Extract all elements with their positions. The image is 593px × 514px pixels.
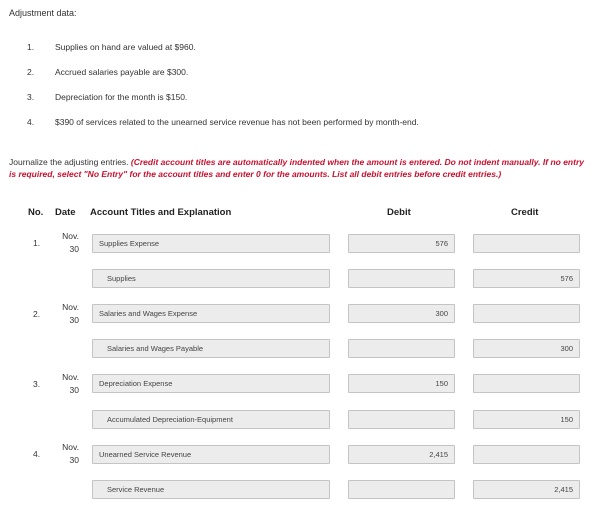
debit-amount-input[interactable] <box>348 269 455 288</box>
date-day: 30 <box>69 385 79 395</box>
entry-number: 2. <box>33 309 41 319</box>
credit-amount-input[interactable]: 300 <box>473 339 580 358</box>
entry-number: 3. <box>33 379 41 389</box>
entry-date <box>53 371 79 397</box>
date-month: Nov. <box>62 231 79 241</box>
header-account: Account Titles and Explanation <box>90 207 232 218</box>
account-title-input[interactable]: Unearned Service Revenue <box>92 445 330 464</box>
adjustment-item-number: 3. <box>27 92 35 102</box>
entry-date <box>53 230 79 256</box>
credit-amount-input[interactable]: 576 <box>473 269 580 288</box>
header-credit: Credit <box>511 207 539 218</box>
instructions-lead: Journalize the adjusting entries. <box>9 157 131 167</box>
adjustment-data-title: Adjustment data: <box>9 8 77 18</box>
debit-amount-input[interactable]: 150 <box>348 374 455 393</box>
adjustment-item-text: $390 of services related to the unearned service revenue has not been performed by month-end. <box>55 117 419 127</box>
date-month: Nov. <box>62 372 79 382</box>
debit-amount-input[interactable] <box>348 339 455 358</box>
adjustment-item-text: Depreciation for the month is $150. <box>55 92 188 102</box>
entry-number: 4. <box>33 449 41 459</box>
adjustment-item-number: 1. <box>27 42 35 52</box>
header-no: No. <box>28 207 44 218</box>
date-month: Nov. <box>62 302 79 312</box>
date-day: 30 <box>69 244 79 254</box>
adjustment-item-text: Accrued salaries payable are $300. <box>55 67 189 77</box>
instructions <box>9 156 587 180</box>
header-date: Date <box>55 207 76 218</box>
entry-date <box>53 301 79 327</box>
account-title-input[interactable]: Salaries and Wages Expense <box>92 304 330 323</box>
adjustment-item-number: 4. <box>27 117 35 127</box>
debit-amount-input[interactable]: 576 <box>348 234 455 253</box>
adjustment-item-number: 2. <box>27 67 35 77</box>
account-title-input[interactable]: Depreciation Expense <box>92 374 330 393</box>
account-title-input[interactable]: Accumulated Depreciation-Equipment <box>92 410 330 429</box>
account-title-input[interactable]: Salaries and Wages Payable <box>92 339 330 358</box>
header-debit: Debit <box>387 207 411 218</box>
entry-number: 1. <box>33 238 41 248</box>
adjustment-item-text: Supplies on hand are valued at $960. <box>55 42 196 52</box>
credit-amount-input[interactable]: 2,415 <box>473 480 580 499</box>
date-day: 30 <box>69 455 79 465</box>
credit-amount-input[interactable]: 150 <box>473 410 580 429</box>
credit-amount-input[interactable] <box>473 445 580 464</box>
credit-amount-input[interactable] <box>473 374 580 393</box>
credit-amount-input[interactable] <box>473 304 580 323</box>
date-month: Nov. <box>62 442 79 452</box>
debit-amount-input[interactable] <box>348 480 455 499</box>
debit-amount-input[interactable] <box>348 410 455 429</box>
debit-amount-input[interactable]: 300 <box>348 304 455 323</box>
account-title-input[interactable]: Service Revenue <box>92 480 330 499</box>
instructions-note: (Credit account titles are automatically indented when the amount is entered. Do not indent manually. If no entry is required, select "No Entry" for the account titles and enter 0 for the amounts. List all debit entries before credit entries.) <box>9 157 584 179</box>
entry-date <box>53 441 79 467</box>
account-title-input[interactable]: Supplies <box>92 269 330 288</box>
date-day: 30 <box>69 315 79 325</box>
credit-amount-input[interactable] <box>473 234 580 253</box>
debit-amount-input[interactable]: 2,415 <box>348 445 455 464</box>
account-title-input[interactable]: Supplies Expense <box>92 234 330 253</box>
